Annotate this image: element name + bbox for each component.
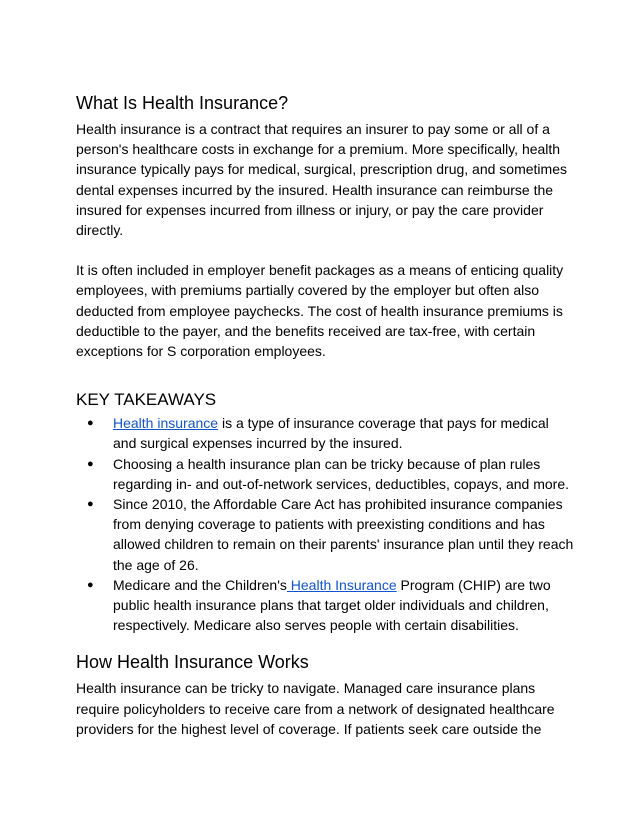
- document-page: [76, 90, 576, 739]
- health-insurance-link[interactable]: Health insurance: [113, 415, 219, 432]
- takeaway-text: Choosing a health insurance plan can be tricky because of plan rules regarding in- and out-of-network services, deductibles, copays, and more.: [113, 455, 570, 492]
- key-takeaways-heading: KEY TAKEAWAYS: [76, 390, 217, 410]
- takeaway-item-2: [76, 454, 576, 494]
- bullet-icon: ●: [87, 498, 94, 511]
- paragraph-employer: It is often included in employer benefit packages as a means of enticing quality employees, with premiums partially covered by the employer but often also deducted from employee paychecks. The cost of health insurance premiums is deductible to the payer, and the benefits received are tax-free, with certain exceptions for S corporation employees.: [76, 262, 564, 360]
- bullet-icon: ●: [87, 417, 94, 430]
- paragraph-definition: Health insurance is a contract that requires an insurer to pay some or all of a person's healthcare costs in exchange for a premium. More specifically, health insurance typically pays for medical, surgical, prescription drug, and sometimes dental expenses incurred by the insured. Health insurance can reimburse the insured for expenses incurred from illness or injury, or pay the care provider directly.: [76, 121, 567, 239]
- takeaway-text: Since 2010, the Affordable Care Act has prohibited insurance companies from denying coverage to patients with preexisting conditions and has allowed children to remain on their parents' insurance plan until they reach the age of 26.: [113, 496, 574, 573]
- bullet-icon: ●: [87, 457, 94, 470]
- section-heading-how-it-works: How Health Insurance Works: [76, 652, 309, 673]
- section-heading-what-is: What Is Health Insurance?: [76, 93, 289, 113]
- bullet-icon: ●: [87, 578, 94, 591]
- key-takeaways-list: [76, 413, 576, 635]
- takeaway-item-3: [76, 494, 576, 575]
- paragraph-how-it-works: Health insurance can be tricky to navigate. Managed care insurance plans require policyholders to receive care from a network of designated healthcare providers for the highest level of coverage. If patients seek care outside the: [76, 680, 555, 737]
- takeaway-item-4: [76, 575, 576, 636]
- health-insurance-link[interactable]: Health Insurance: [286, 576, 397, 593]
- takeaway-item-1: [76, 413, 576, 453]
- takeaway-text: Medicare and the Children's: [113, 576, 287, 593]
- takeaway-text: Program (CHIP) are two public health insurance plans that target older individuals and children, respectively. Medicare also serves people with certain disabilities.: [113, 576, 551, 634]
- takeaway-text: is a type of insurance coverage that pays for medical and surgical expenses incurred by the insured.: [113, 415, 549, 452]
